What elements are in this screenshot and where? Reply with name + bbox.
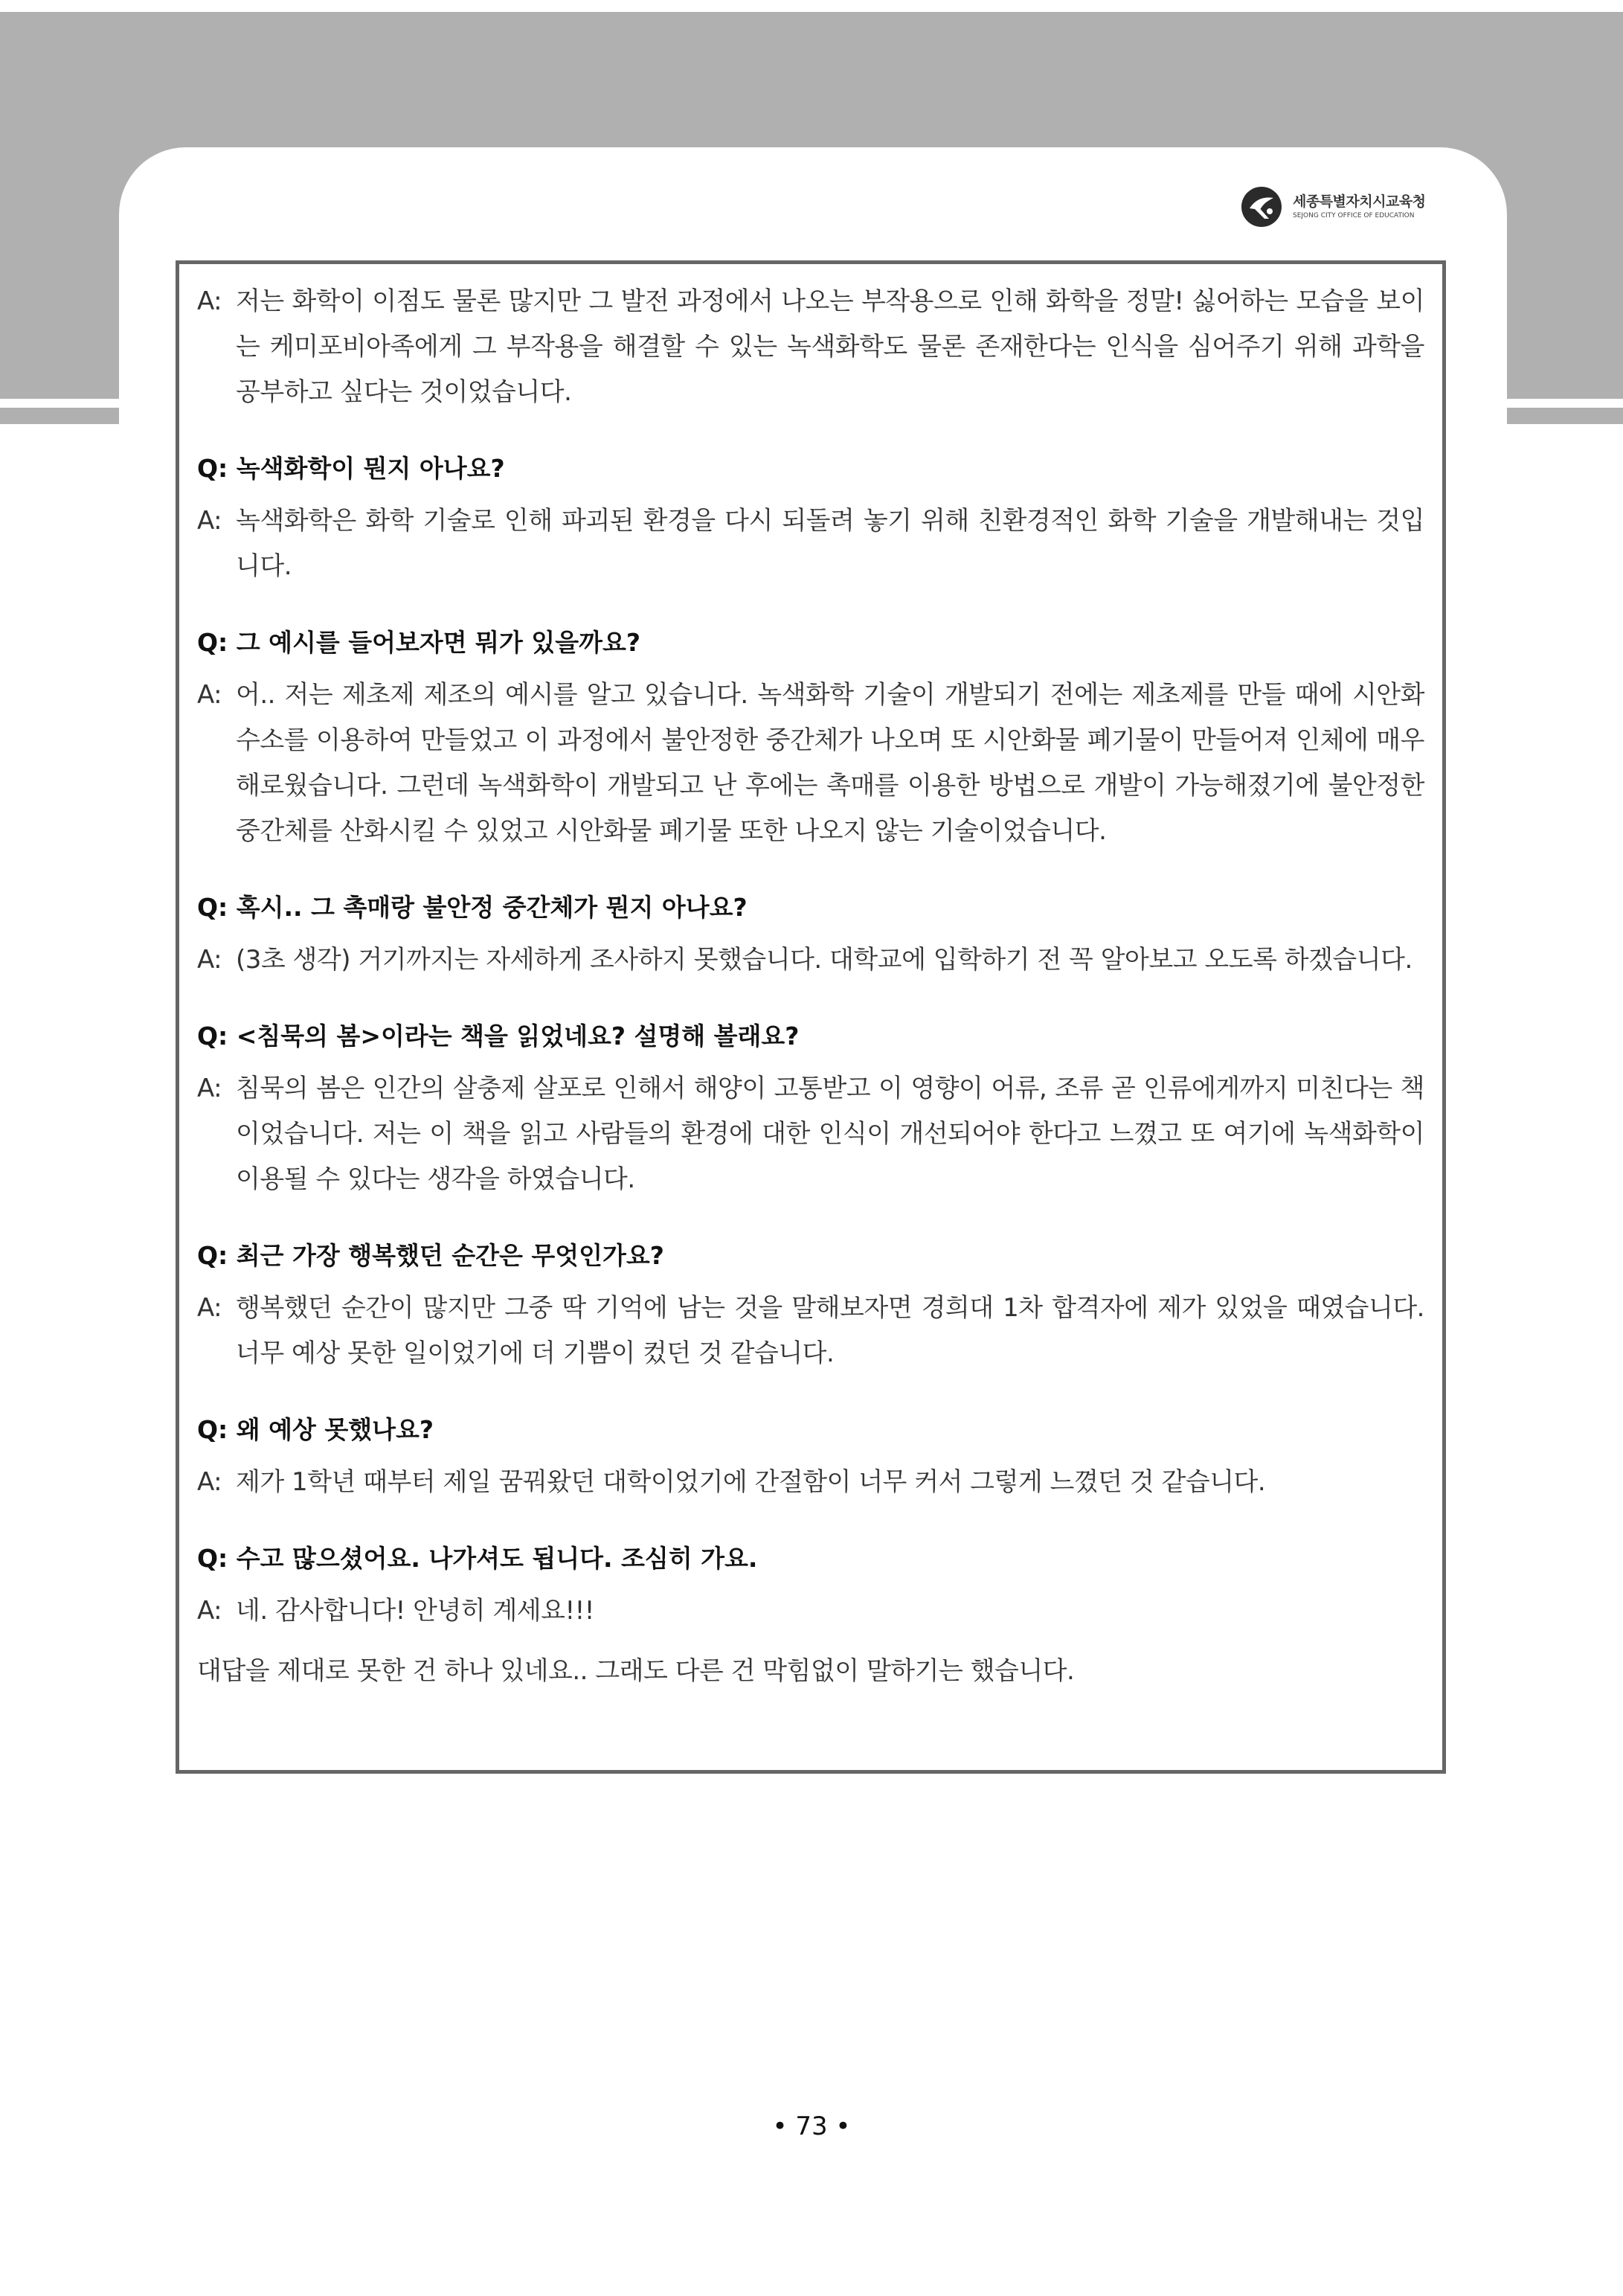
answer-prefix: A: xyxy=(197,1074,222,1103)
qa-item xyxy=(197,1238,1424,1376)
answer-text: 녹색화학은 화학 기술로 인해 파괴된 환경을 다시 되돌려 놓기 위해 친환경적인 화학 기술을 개발해내는 것입니다. xyxy=(236,506,1424,581)
answer-text: (3초 생각) 거기까지는 자세하게 조사하지 못했습니다. 대학교에 입학하기 전 꼭 알아보고 오도록 하겠습니다. xyxy=(236,945,1413,975)
answer-text: 어.. 저는 제초제 제조의 예시를 알고 있습니다. 녹색화학 기술이 개발되기 전에는 제초제를 만들 때에 시안화수소를 이용하여 만들었고 이 과정에서 불안정한 중간체가 나오며 또 시안화물 폐기물이 만들어져 인체에 매우 해로웠습니다. 그런데 녹색화학이 개발되고 난 후에는 촉매를 이용한 방법으로 개발이 가능해졌기에 불안정한 중간체를 산화시킬 수 있었고 시안화물 폐기물 또한 나오지 않는 기술이었습니다. xyxy=(236,680,1424,846)
answer xyxy=(197,1286,1424,1376)
org-name-en: SEJONG CITY OFFICE OF EDUCATION xyxy=(1293,212,1415,219)
qa-item xyxy=(197,1412,1424,1505)
answer-text: 제가 1학년 때부터 제일 꿈꿔왔던 대학이었기에 간절함이 너무 커서 그렇게 느꼈던 것 같습니다. xyxy=(236,1467,1266,1497)
closing-remark: 대답을 제대로 못한 건 하나 있네요.. 그래도 다른 건 막힘없이 말하기는 했습니다. xyxy=(197,1656,1075,1686)
qa-item xyxy=(197,625,1424,854)
answer xyxy=(197,1588,1424,1634)
answer-text: 침묵의 봄은 인간의 살충제 살포로 인해서 해양이 고통받고 이 영향이 어류, 조류 곧 인류에게까지 미친다는 책이었습니다. 저는 이 책을 읽고 사람들의 환경에 대한 인식이 개선되어야 한다고 느꼈고 또 여기에 녹색화학이 이용될 수 있다는 생각을 하였습니다. xyxy=(236,1074,1424,1194)
question: Q: 최근 가장 행복했던 순간은 무엇인가요? xyxy=(197,1241,664,1270)
answer-prefix: A: xyxy=(197,680,222,710)
answer-prefix: A: xyxy=(197,1467,222,1497)
answer-prefix: A: xyxy=(197,506,222,536)
page-number: • 73 • xyxy=(772,2111,851,2141)
interview-box xyxy=(176,260,1446,1774)
question: Q: <침묵의 봄>이라는 책을 읽었네요? 설명해 볼래요? xyxy=(197,1022,800,1051)
qa-item xyxy=(197,451,1424,589)
question: Q: 혹시.. 그 촉매랑 불안정 중간체가 뭔지 아나요? xyxy=(197,893,748,922)
answer xyxy=(197,279,1424,415)
question: Q: 녹색화학이 뭔지 아나요? xyxy=(197,454,505,483)
answer-prefix: A: xyxy=(197,1596,222,1626)
right-edge-strip xyxy=(1507,408,1623,424)
question: Q: 수고 많으셨어요. 나가셔도 됩니다. 조심히 가요. xyxy=(197,1544,758,1573)
answer xyxy=(197,673,1424,854)
answer-text: 네. 감사합니다! 안녕히 계세요!!! xyxy=(236,1596,594,1626)
sejong-education-emblem-icon xyxy=(1241,186,1282,228)
question: Q: 그 예시를 들어보자면 뭐가 있을까요? xyxy=(197,628,641,657)
org-brand xyxy=(1241,183,1426,231)
answer xyxy=(197,1460,1424,1505)
qa-item xyxy=(197,1019,1424,1202)
answer xyxy=(197,1066,1424,1202)
left-edge-strip xyxy=(0,408,119,424)
answer xyxy=(197,937,1424,983)
qa-intro xyxy=(197,279,1424,415)
answer-text: 행복했던 순간이 많지만 그중 딱 기억에 남는 것을 말해보자면 경희대 1차 합격자에 제가 있었을 때였습니다. 너무 예상 못한 일이었기에 더 기쁨이 컸던 것 같습니다. xyxy=(236,1293,1424,1368)
answer-prefix: A: xyxy=(197,1293,222,1323)
org-name: 세종특별자치시교육청 xyxy=(1293,193,1426,210)
qa-item xyxy=(197,1541,1424,1634)
answer-text: 저는 화학이 이점도 물론 많지만 그 발전 과정에서 나오는 부작용으로 인해 화학을 정말! 싫어하는 모습을 보이는 케미포비아족에게 그 부작용을 해결할 수 있는 녹색화학도 물론 존재한다는 인식을 심어주기 위해 과학을 공부하고 싶다는 것이었습니다. xyxy=(236,286,1424,407)
answer-prefix: A: xyxy=(197,286,222,316)
answer xyxy=(197,498,1424,589)
qa-item xyxy=(197,890,1424,983)
answer-prefix: A: xyxy=(197,945,222,975)
question: Q: 왜 예상 못했나요? xyxy=(197,1415,434,1444)
